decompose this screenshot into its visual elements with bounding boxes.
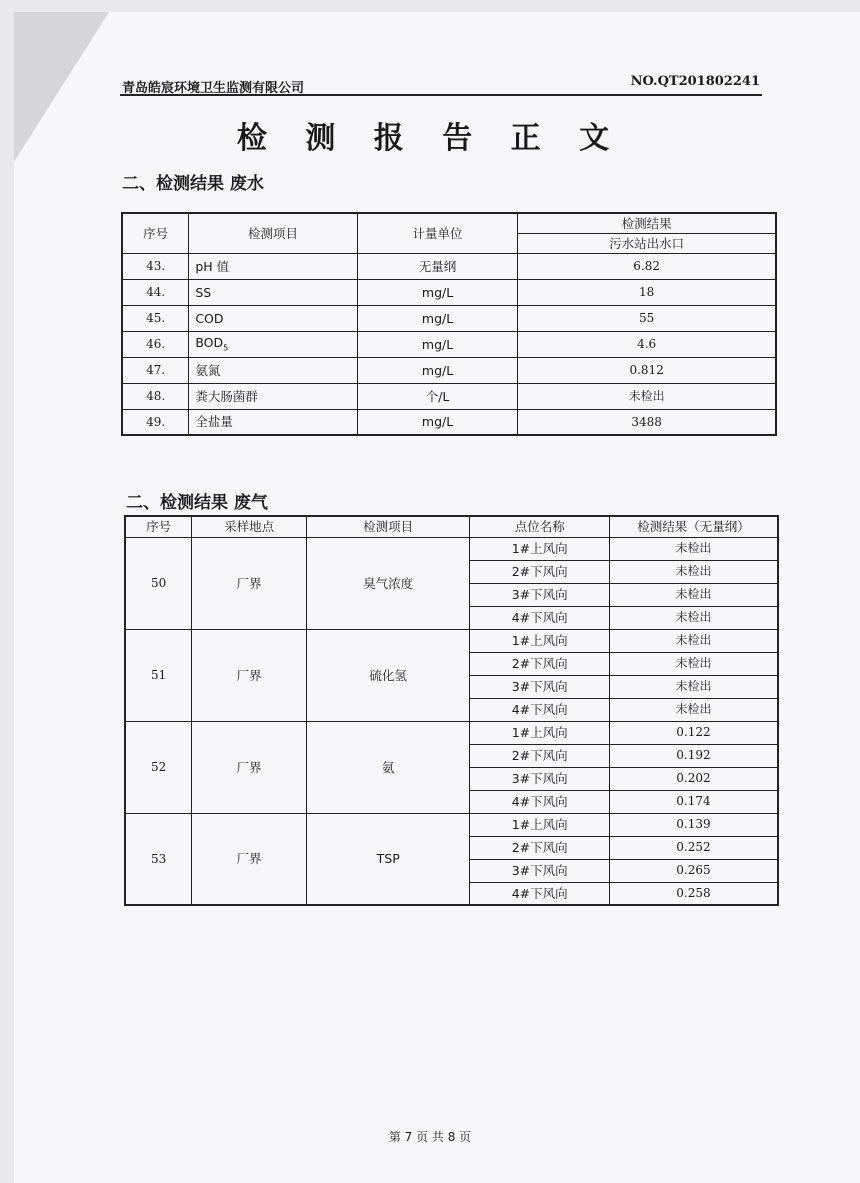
row-point: 1#上风向 [470,537,610,560]
table-row [125,721,778,744]
table-row [125,813,778,836]
section-wastewater-title: 二、检测结果 废水 [122,174,264,194]
header-result: 检测结果（无量纲） [609,516,778,537]
row-value: 0.174 [609,790,778,813]
report-header [120,72,762,96]
row-value: 0.252 [609,836,778,859]
group-seq: 53 [125,813,192,905]
group-seq: 51 [125,629,192,721]
row-seq: 49. [122,409,189,435]
row-value: 55 [518,305,776,331]
page-footer: 第 7 页 共 8 页 [388,1130,472,1144]
group-seq: 52 [125,721,192,813]
row-point: 4#下风向 [470,790,610,813]
group-item: 臭气浓度 [306,537,469,629]
row-seq: 46. [122,331,189,357]
row-item [189,383,358,409]
row-item [189,409,358,435]
row-value: 未检出 [609,698,778,721]
row-value: 0.192 [609,744,778,767]
row-seq: 43. [122,253,189,279]
row-value: 未检出 [609,606,778,629]
row-item-label: COD [195,310,224,326]
row-point: 2#下风向 [470,652,610,675]
group-item: 硫化氢 [306,629,469,721]
report-number: NO.QT201802241 [630,74,760,89]
row-point: 3#下风向 [470,675,610,698]
group-item: 氨 [306,721,469,813]
row-value: 0.265 [609,859,778,882]
row-value: 未检出 [609,629,778,652]
row-unit: mg/L [357,331,518,357]
row-item-label: SS [195,284,212,300]
table-row [122,409,776,435]
header-item: 检测项目 [306,516,469,537]
row-unit: 个/L [357,383,518,409]
table-row [122,383,776,409]
row-item [189,253,358,279]
row-point: 1#上风向 [470,629,610,652]
row-item [189,305,358,331]
table-row [122,331,776,357]
row-point: 1#上风向 [470,813,610,836]
row-unit: 无量纲 [357,253,518,279]
wastewater-table [121,212,777,436]
row-item [189,279,358,305]
table-row [122,279,776,305]
header-point: 点位名称 [470,516,610,537]
row-point: 4#下风向 [470,606,610,629]
row-item-label: 氨氮 [195,362,221,378]
table-row [122,305,776,331]
row-value: 3488 [518,409,776,435]
row-unit: mg/L [357,357,518,383]
row-value: 未检出 [609,652,778,675]
group-location: 厂界 [192,629,307,721]
header-point: 污水站出水口 [518,233,776,253]
row-unit: mg/L [357,409,518,435]
row-item-subscript: 5 [223,343,229,353]
header-location: 采样地点 [192,516,307,537]
row-value: 0.202 [609,767,778,790]
row-item-label: BOD [195,334,224,350]
company-name: 青岛皓宸环境卫生监测有限公司 [122,81,305,96]
row-point: 3#下风向 [470,767,610,790]
row-value: 未检出 [518,383,776,409]
header-unit: 计量单位 [357,213,518,253]
section-exhaust-title: 二、检测结果 废气 [126,493,268,513]
row-value: 4.6 [518,331,776,357]
row-item-label: 粪大肠菌群 [195,388,258,404]
row-item [189,357,358,383]
row-point: 4#下风向 [470,882,610,905]
group-location: 厂界 [192,537,307,629]
exhaust-table-body [125,537,778,905]
row-point: 2#下风向 [470,836,610,859]
row-seq: 44. [122,279,189,305]
row-value: 0.139 [609,813,778,836]
row-point: 4#下风向 [470,698,610,721]
row-seq: 48. [122,383,189,409]
table-row [125,629,778,652]
row-point: 2#下风向 [470,744,610,767]
table-row [125,537,778,560]
row-value: 未检出 [609,560,778,583]
row-seq: 47. [122,357,189,383]
wastewater-table-body [122,253,776,435]
exhaust-table [124,515,779,906]
row-point: 2#下风向 [470,560,610,583]
header-result: 检测结果 [518,213,776,233]
group-seq: 50 [125,537,192,629]
row-item [189,331,358,357]
group-item: TSP [306,813,469,905]
row-value: 6.82 [518,253,776,279]
document-title: 检 测 报 告 正 文 [236,121,624,156]
table-header-row [125,516,778,537]
row-value: 未检出 [609,675,778,698]
header-seq: 序号 [122,213,189,253]
row-item-label: pH 值 [195,258,230,274]
header-seq: 序号 [125,516,192,537]
row-unit: mg/L [357,305,518,331]
row-point: 3#下风向 [470,583,610,606]
row-value: 0.812 [518,357,776,383]
table-row [122,253,776,279]
table-header-row [122,213,776,233]
row-seq: 45. [122,305,189,331]
row-item-label: 全盐量 [195,414,233,430]
row-value: 0.122 [609,721,778,744]
row-value: 未检出 [609,537,778,560]
row-value: 18 [518,279,776,305]
group-location: 厂界 [192,721,307,813]
row-point: 3#下风向 [470,859,610,882]
row-value: 0.258 [609,882,778,905]
row-unit: mg/L [357,279,518,305]
header-item: 检测项目 [189,213,358,253]
table-row [122,357,776,383]
row-value: 未检出 [609,583,778,606]
group-location: 厂界 [192,813,307,905]
row-point: 1#上风向 [470,721,610,744]
